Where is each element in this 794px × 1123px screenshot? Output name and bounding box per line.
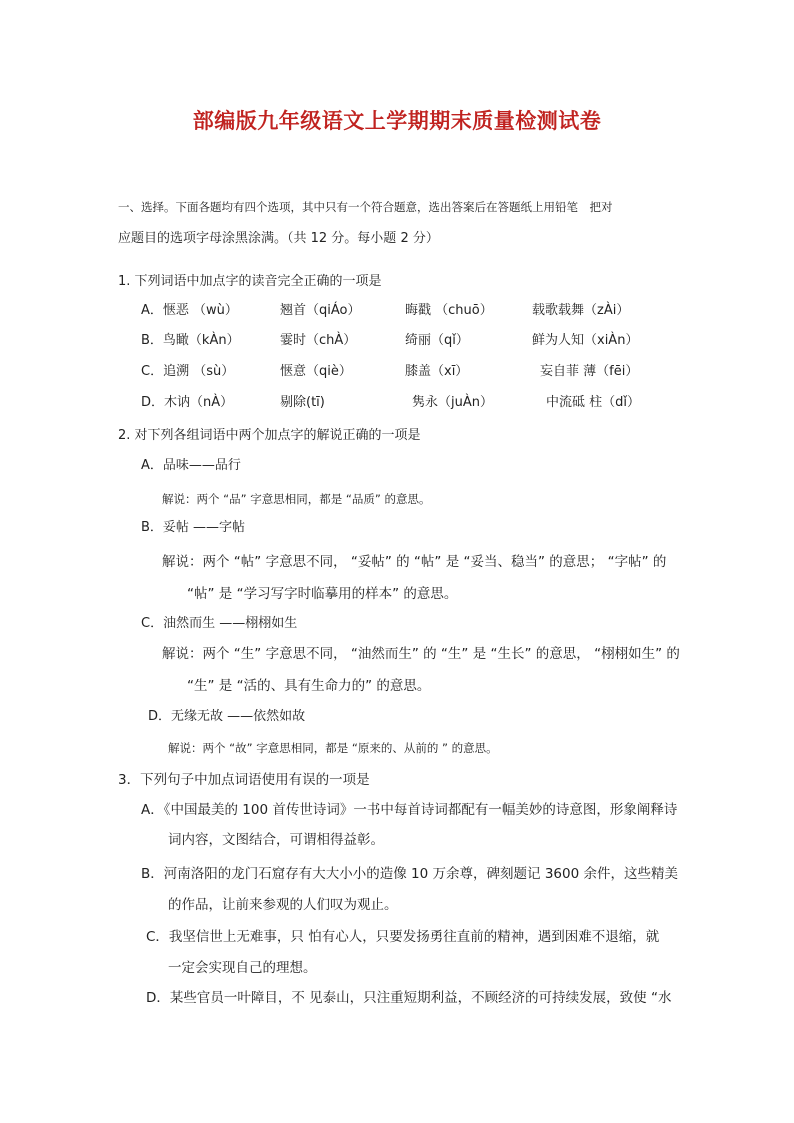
q1-option-c-item-2: 惬意（qiè）: [280, 364, 352, 379]
question-1-stem: 1. 下列词语中加点字的读音完全正确的一项是: [118, 274, 382, 289]
q2-option-c-explanation-line-2: “生” 是 “活的、具有生命力的” 的意思。: [187, 678, 431, 694]
q1-option-d-item-3: 隽永（juÀn）: [412, 395, 493, 410]
q2-option-d: D．无缘无故 ——依然如故: [148, 709, 306, 724]
q2-option-b-explanation-line-1: 解说：两个 “帖” 字意思不同， “妥帖” 的 “帖” 是 “妥当、稳当” 的意思； “字帖” 的: [162, 554, 667, 570]
q1-option-d-item-1: D．木讷（nÀ）: [141, 395, 234, 410]
q1-option-b-item-4: 鲜为人知（xiÀn）: [532, 333, 639, 348]
q3-option-b-line-2: 的作品，让前来参观的人们叹为观止。: [168, 897, 398, 913]
q2-option-a-explanation: 解说：两个 “品” 字意思相同，都是 “品质” 的意思。: [162, 492, 431, 506]
q1-option-c-item-1: C．追溯 （sù）: [141, 364, 235, 379]
q2-option-d-explanation: 解说：两个 “故” 字意思相同，都是 “原来的、从前的 ” 的意思。: [168, 741, 498, 755]
q2-option-c: C．油然而生 ——栩栩如生: [141, 616, 298, 631]
page-title: 部编版九年级语文上学期期末质量检测试卷: [192, 108, 602, 133]
q3-option-d-line-1: D．某些官员一叶障目，不 见泰山，只注重短期利益，不顾经济的可持续发展，致使 “水: [146, 990, 672, 1006]
q1-option-a-item-4: 载歌载舞（zÀi）: [532, 303, 630, 318]
q2-option-c-explanation-line-1: 解说：两个 “生” 字意思不同， “油然而生” 的 “生” 是 “生长” 的意思， “栩栩如生” 的: [162, 646, 680, 662]
q1-option-a-item-2: 翘首（qiÁo）: [280, 303, 361, 318]
q3-option-c-line-1: C．我坚信世上无难事，只 怕有心人，只要发扬勇往直前的精神，遇到困难不退缩，就: [146, 929, 660, 945]
q1-option-d-item-4: 中流砥 柱（dǐ）: [546, 395, 640, 410]
q1-option-b-item-1: B．鸟瞰（kÀn）: [141, 333, 240, 348]
q3-option-c-line-2: 一定会实现自己的理想。: [168, 960, 317, 976]
q1-option-a-item-3: 晦戳 （chuō）: [405, 303, 493, 318]
question-3-stem: 3．下列句子中加点词语使用有误的一项是: [118, 772, 370, 788]
q3-option-b-line-1: B．河南洛阳的龙门石窟存有大大小小的造像 10 万余尊，碑刻题记 3600 余件，这些精美: [141, 866, 678, 882]
section-instruction-line-2: 应题目的选项字母涂黑涂满。（共 12 分。每小题 2 分）: [118, 231, 439, 246]
q2-option-a: A．品味——品行: [141, 458, 241, 473]
q3-option-a-line-1: A．《中国最美的 100 首传世诗词》一书中每首诗词都配有一幅美妙的诗意图，形象阐释诗: [141, 802, 678, 818]
q1-option-a-item-1: A．惬恶 （wù）: [141, 303, 238, 318]
question-2-stem: 2. 对下列各组词语中两个加点字的解说正确的一项是: [118, 428, 421, 443]
q3-option-a-line-2: 词内容，文图结合，可谓相得益彰。: [168, 832, 384, 848]
q1-option-b-item-2: 霎时（chÀ）: [280, 333, 357, 348]
q1-option-c-item-3: 膝盖（xī）: [405, 364, 469, 379]
section-instruction-line-1: 一、选择。下面各题均有四个选项，其中只有一个符合题意，选出答案后在答题纸上用铅笔 把对: [118, 200, 613, 214]
q1-option-b-item-3: 绮丽（qǐ）: [405, 333, 469, 348]
q1-option-c-item-4: 妄自菲 薄（fēi）: [540, 364, 639, 379]
q2-option-b: B．妥帖 ——字帖: [141, 520, 246, 535]
q1-option-d-item-2: 剔除(tī): [280, 395, 325, 410]
q2-option-b-explanation-line-2: “帖” 是 “学习写字时临摹用的样本” 的意思。: [187, 586, 458, 602]
